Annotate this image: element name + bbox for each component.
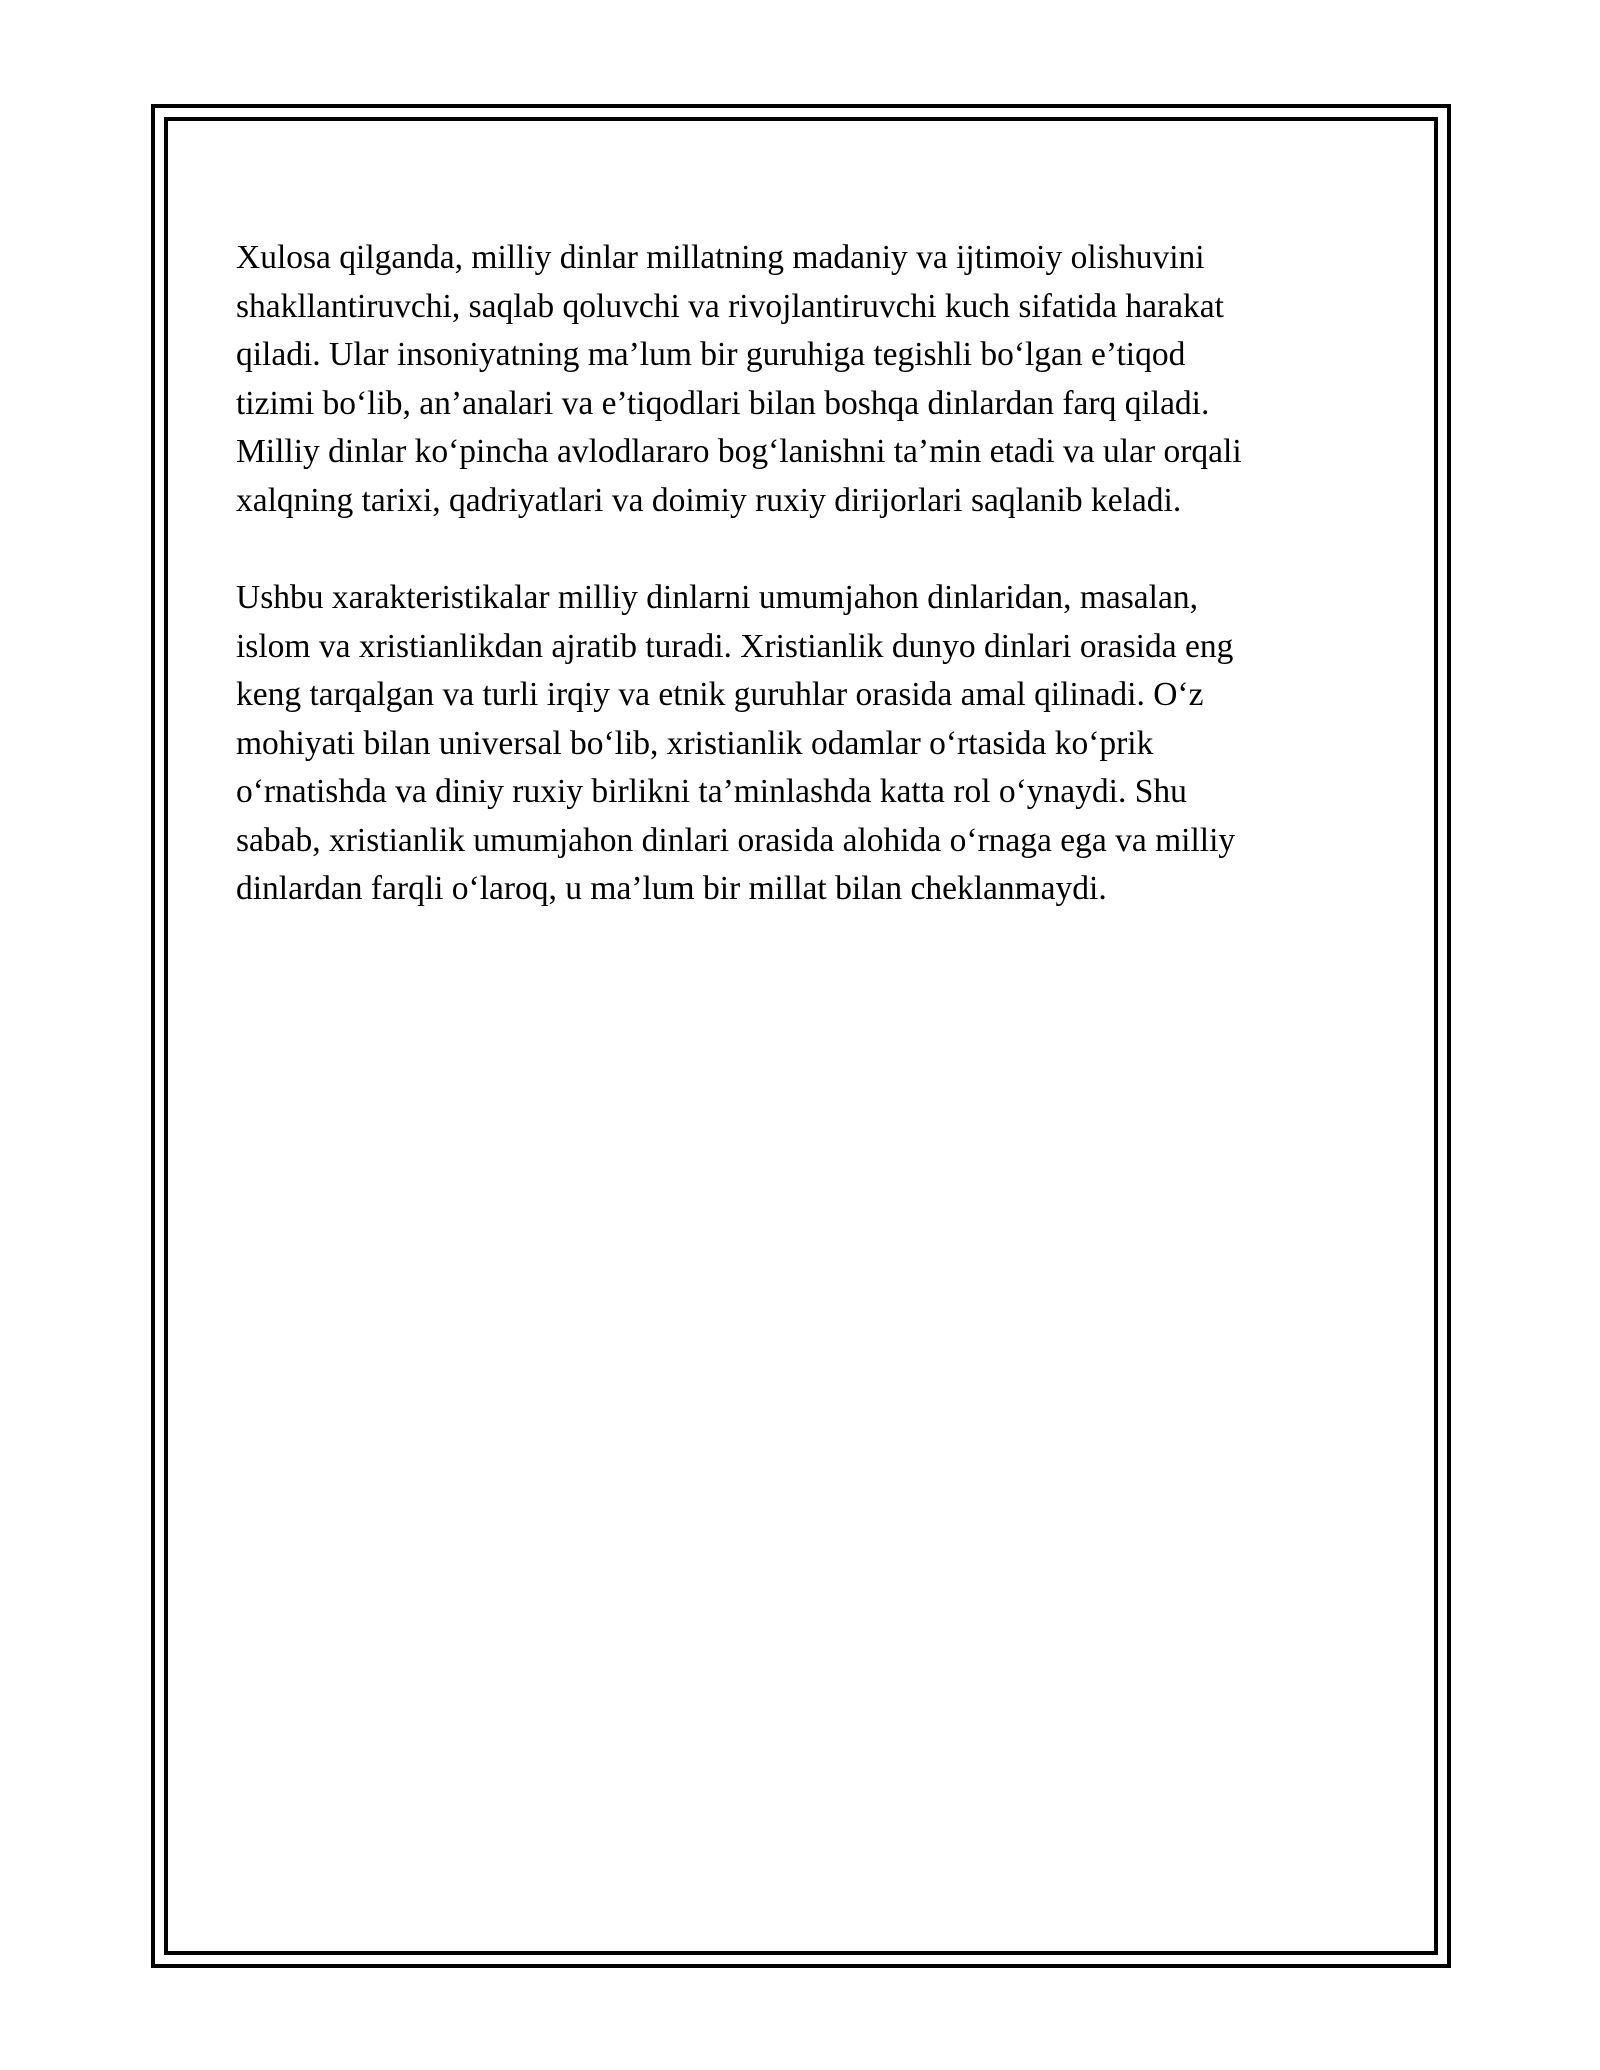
paragraph-characteristics (236, 574, 1356, 914)
text-line: shakllantiruvchi, saqlab qoluvchi va rivojlantiruvchi kuch sifatida harakat (236, 287, 1224, 325)
text-line: xalqning tarixi, qadriyatlari va doimiy ruxiy dirijorlari saqlanib keladi. (236, 481, 1182, 519)
paragraph-conclusion (236, 234, 1356, 525)
text-line: Milliy dinlar ko‘pincha avlodlararo bog‘lanishni ta’min etadi va ular orqali (236, 433, 1242, 470)
document-body (236, 234, 1356, 963)
text-line: islom va xristianlikdan ajratib turadi. Xristianlik dunyo dinlari orasida eng (236, 627, 1234, 665)
text-line: tizimi bo‘lib, an’analari va e’tiqodlari bilan boshqa dinlardan farq qiladi. (236, 384, 1210, 422)
text-line: mohiyati bilan universal bo‘lib, xristianlik odamlar o‘rtasida ko‘prik (236, 724, 1154, 762)
text-line: Xulosa qilganda, milliy dinlar millatning madaniy va ijtimoiy olishuvini (236, 239, 1205, 276)
text-line: Ushbu xarakteristikalar milliy dinlarni umumjahon dinlaridan, masalan, (236, 579, 1198, 616)
text-line: keng tarqalgan va turli irqiy va etnik guruhlar orasida amal qilinadi. O‘z (236, 676, 1204, 713)
text-line: sabab, xristianlik umumjahon dinlari orasida alohida o‘rnaga ega va milliy (236, 821, 1236, 859)
text-line: o‘rnatishda va diniy ruxiy birlikni ta’minlashda katta rol o‘ynaydi. Shu (236, 773, 1187, 810)
text-line: qiladi. Ular insoniyatning ma’lum bir guruhiga tegishli bo‘lgan e’tiqod (236, 336, 1186, 373)
text-line: dinlardan farqli o‘laroq, u ma’lum bir millat bilan cheklanmaydi. (236, 870, 1107, 907)
